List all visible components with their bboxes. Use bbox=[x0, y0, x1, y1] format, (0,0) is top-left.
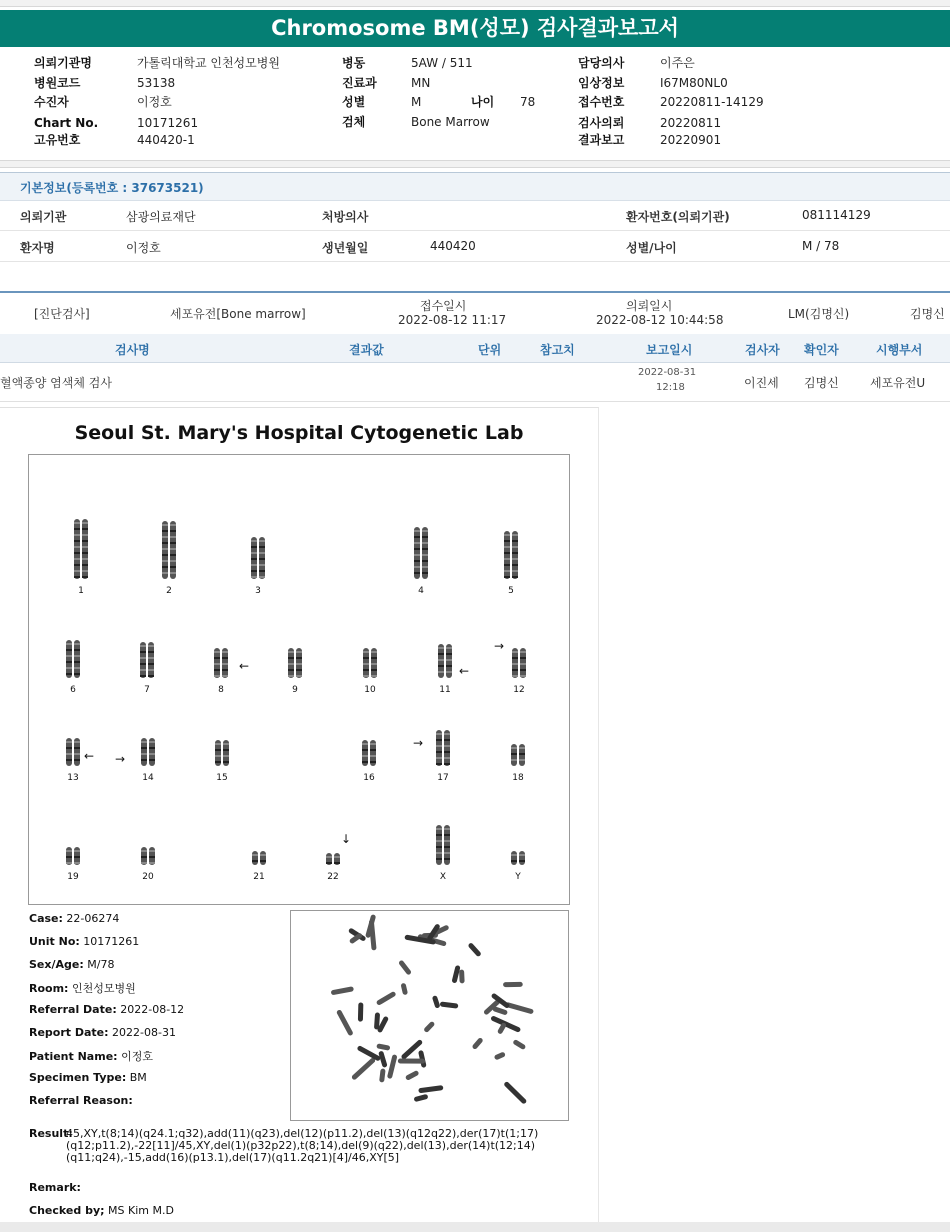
case-label: Case: bbox=[29, 912, 63, 925]
metaphase-chromosome bbox=[413, 1094, 428, 1102]
metaphase-chromosome bbox=[401, 983, 409, 996]
metaphase-chromosome bbox=[503, 1081, 527, 1105]
birth-value: 440420 bbox=[430, 239, 476, 253]
chromosome-label: 22 bbox=[327, 872, 339, 882]
chromosome-16 bbox=[362, 740, 368, 766]
chromosome-13 bbox=[74, 738, 80, 766]
chromosome-X bbox=[436, 825, 442, 865]
chromosome-label: 5 bbox=[508, 586, 514, 596]
chromosome-7 bbox=[140, 642, 146, 678]
header-col2 bbox=[342, 54, 535, 132]
hdr-value: M bbox=[411, 95, 422, 109]
chromosome-label: 6 bbox=[70, 685, 76, 695]
td-checker: 김명신 bbox=[804, 376, 839, 390]
diagnosis-row[interactable] bbox=[0, 291, 950, 335]
arrow-icon: ← bbox=[84, 749, 95, 763]
chromosome-8 bbox=[214, 648, 220, 678]
chromosome-22 bbox=[326, 853, 332, 865]
patient-no-value: 081114129 bbox=[802, 208, 871, 222]
name-value: 이정호 bbox=[126, 241, 161, 255]
unit-info bbox=[29, 935, 139, 948]
hdr-label: 진료과 bbox=[342, 75, 377, 90]
chromosome-label: 3 bbox=[255, 586, 261, 596]
hdr-label: 검사의뢰 bbox=[578, 115, 625, 130]
hdr-label: 병원코드 bbox=[34, 75, 81, 90]
metaphase-chromosome bbox=[387, 1054, 398, 1079]
chromosome-5 bbox=[512, 531, 518, 579]
metaphase-chromosome bbox=[336, 1009, 354, 1036]
hdr-label: 성별 bbox=[342, 95, 366, 109]
specimen-label: Specimen Type: bbox=[29, 1071, 127, 1084]
td-test-name: 혈액종양 염색체 검사 bbox=[0, 376, 112, 390]
chromosome-13 bbox=[66, 738, 72, 766]
chromosome-6 bbox=[74, 640, 80, 678]
metaphase-chromosome bbox=[376, 991, 397, 1006]
chromosome-label: 16 bbox=[363, 773, 375, 783]
reason-info bbox=[29, 1094, 133, 1107]
hdr-value: 5AW / 511 bbox=[411, 56, 473, 70]
hdr-label: 병동 bbox=[342, 56, 366, 70]
room-info bbox=[29, 980, 136, 996]
arrow-icon: ↓ bbox=[341, 832, 352, 846]
referral-label: Referral Date: bbox=[29, 1003, 117, 1016]
specimen-info bbox=[29, 1071, 147, 1084]
remark-info bbox=[29, 1181, 81, 1194]
chromosome-7 bbox=[148, 642, 154, 678]
chromosome-2 bbox=[162, 521, 168, 579]
chromosome-11 bbox=[438, 644, 444, 678]
checked-value: MS Kim M.D bbox=[108, 1204, 174, 1217]
metaphase-chromosome bbox=[440, 1001, 459, 1008]
td-report-time: 12:18 bbox=[656, 382, 685, 393]
metaphase-chromosome bbox=[331, 986, 354, 995]
chromosome-label: Y bbox=[515, 872, 521, 882]
chromosome-20 bbox=[149, 847, 155, 865]
chromosome-label: 15 bbox=[216, 773, 228, 783]
chromosome-12 bbox=[512, 648, 518, 678]
chromosome-Y bbox=[519, 851, 525, 865]
chromosome-label: 21 bbox=[253, 872, 265, 882]
chromosome-19 bbox=[66, 847, 72, 865]
metaphase-chromosome bbox=[471, 1037, 483, 1050]
chromosome-2 bbox=[170, 521, 176, 579]
checked-info bbox=[29, 1204, 174, 1217]
remark-label: Remark: bbox=[29, 1181, 81, 1194]
hdr-value: 이정호 bbox=[137, 95, 172, 109]
chromosome-21 bbox=[252, 851, 258, 865]
hdr-label: 임상정보 bbox=[578, 75, 625, 90]
patient-label: Patient Name: bbox=[29, 1050, 118, 1063]
chromosome-16 bbox=[370, 740, 376, 766]
td-report-date: 2022-08-31 bbox=[638, 367, 697, 378]
chromosome-label: 14 bbox=[142, 773, 154, 783]
unit-value: 10171261 bbox=[83, 935, 140, 948]
metaphase-chromosome bbox=[497, 1022, 507, 1035]
basic-info-header bbox=[0, 172, 950, 201]
age-value: 78 bbox=[520, 95, 536, 109]
hdr-label: 결과보고 bbox=[578, 133, 625, 147]
hdr-value: 440420-1 bbox=[137, 133, 195, 147]
referral-value: 2022-08-12 bbox=[120, 1003, 185, 1016]
th-reference: 참고치 bbox=[540, 343, 575, 357]
metaphase-chromosome bbox=[418, 1085, 443, 1093]
chromosome-4 bbox=[414, 527, 420, 579]
metaphase-chromosome bbox=[405, 1070, 420, 1081]
hdr-label: 검체 bbox=[342, 114, 366, 129]
sexage-value: M/78 bbox=[87, 958, 115, 971]
chromosome-18 bbox=[511, 744, 517, 766]
hdr-value: 이주은 bbox=[660, 56, 695, 70]
hdr-label: 의뢰기관명 bbox=[34, 56, 92, 70]
metaphase-chromosome bbox=[398, 1058, 425, 1063]
org-value: 삼광의료재단 bbox=[126, 210, 196, 224]
referral-info bbox=[29, 1003, 184, 1016]
metaphase-chromosome bbox=[351, 1057, 376, 1081]
doctor-label: 처방의사 bbox=[322, 210, 369, 224]
hdr-label: 수진자 bbox=[34, 95, 69, 109]
th-tester: 검사자 bbox=[745, 343, 780, 357]
hdr-value: MN bbox=[411, 75, 431, 90]
metaphase-image bbox=[290, 910, 569, 1121]
result-value: 45,XY,t(8;14)(q24.1;q32),add(11)(q23),del(12)(p11.2),del(13)(q12q22),der(17)t(1;17)(q12;p11.2),-22[11]/45,XY,del(1)(p32p22),t(8;14),del(9)(q22),del(13),der(14)t(12;14)(q11;q24),-15,add(16)(p13.1),del(17)(q11.2q21)[4]/46,XY[5] bbox=[66, 1127, 539, 1164]
basic-info-heading: 기본정보(등록번호 : 37673521) bbox=[20, 181, 204, 195]
chromosome-11 bbox=[446, 644, 452, 678]
metaphase-chromosome bbox=[467, 942, 481, 957]
age-label: 나이 bbox=[471, 95, 495, 109]
patient-info bbox=[29, 1048, 153, 1064]
report-title: Chromosome BM(성모) 검사결과보고서 bbox=[0, 10, 950, 47]
td-tester: 이진세 bbox=[744, 376, 779, 390]
chromosome-label: 7 bbox=[144, 685, 150, 695]
org-label: 의뢰기관 bbox=[20, 210, 67, 224]
chromosome-label: 19 bbox=[67, 872, 79, 882]
hdr-value: 가톨릭대학교 인천성모병원 bbox=[137, 56, 280, 70]
chromosome-label: 4 bbox=[418, 586, 424, 596]
chromosome-9 bbox=[296, 648, 302, 678]
section-separator bbox=[0, 160, 950, 168]
metaphase-chromosome bbox=[451, 965, 460, 984]
chromosome-17 bbox=[444, 730, 450, 766]
received-label: 접수일시 bbox=[420, 299, 467, 313]
th-result: 결과값 bbox=[349, 343, 384, 357]
karyogram bbox=[28, 454, 570, 905]
chromosome-19 bbox=[74, 847, 80, 865]
case-info bbox=[29, 912, 119, 925]
reportdate-value: 2022-08-31 bbox=[112, 1026, 176, 1039]
chromosome-1 bbox=[74, 519, 80, 579]
td-dept: 세포유전U bbox=[870, 376, 926, 390]
basic-info-row-2 bbox=[0, 231, 950, 262]
requested-value: 2022-08-12 10:44:58 bbox=[596, 313, 724, 327]
chromosome-6 bbox=[66, 640, 72, 678]
basic-info-row-1 bbox=[0, 200, 950, 231]
chromosome-label: 10 bbox=[364, 685, 376, 695]
chromosome-3 bbox=[251, 537, 257, 579]
chromosome-12 bbox=[520, 648, 526, 678]
metaphase-chromosome bbox=[376, 1043, 390, 1050]
chromosome-17 bbox=[436, 730, 442, 766]
chromosome-label: 17 bbox=[437, 773, 449, 783]
th-test-name: 검사명 bbox=[115, 343, 150, 357]
birth-label: 생년월일 bbox=[322, 241, 369, 255]
hdr-label: 접수번호 bbox=[578, 95, 625, 109]
hdr-value: I67M80NL0 bbox=[660, 75, 728, 90]
metaphase-chromosome bbox=[398, 959, 412, 975]
room-value: 인천성모병원 bbox=[71, 982, 136, 995]
checked-label: Checked by; bbox=[29, 1204, 105, 1217]
diag-category: [진단검사] bbox=[34, 307, 90, 321]
chromosome-X bbox=[444, 825, 450, 865]
hdr-value: 20220901 bbox=[660, 133, 722, 147]
arrow-icon: → bbox=[413, 736, 424, 750]
arrow-icon: ← bbox=[239, 659, 250, 673]
th-unit: 단위 bbox=[478, 343, 502, 357]
bottom-strip bbox=[0, 1222, 950, 1232]
hdr-label: 고유번호 bbox=[34, 133, 81, 147]
room-label: Room: bbox=[29, 982, 69, 995]
th-dept: 시행부서 bbox=[876, 343, 923, 357]
sexage-value: M / 78 bbox=[802, 239, 840, 253]
chromosome-14 bbox=[149, 738, 155, 766]
hdr-value: 10171261 bbox=[137, 115, 199, 130]
chromosome-4 bbox=[422, 527, 428, 579]
metaphase-chromosome bbox=[494, 1051, 506, 1060]
chromosome-label: 8 bbox=[218, 685, 224, 695]
metaphase-svg bbox=[291, 911, 568, 1120]
hdr-value: 20220811 bbox=[660, 115, 722, 130]
top-strip bbox=[0, 0, 950, 7]
patient-value: 이정호 bbox=[121, 1050, 153, 1063]
chromosome-label: X bbox=[439, 872, 447, 882]
result-label: Result: bbox=[29, 1127, 73, 1140]
chromosome-9 bbox=[288, 648, 294, 678]
chromosome-label: 18 bbox=[512, 773, 524, 783]
metaphase-chromosome bbox=[503, 982, 523, 987]
lab-title: Seoul St. Mary's Hospital Cytogenetic Lab bbox=[74, 422, 524, 444]
chromosome-Y bbox=[511, 851, 517, 865]
case-value: 22-06274 bbox=[66, 912, 120, 925]
chromosome-22 bbox=[334, 853, 340, 865]
sexage-label: 성별/나이 bbox=[626, 241, 677, 255]
header-col1 bbox=[34, 54, 280, 151]
result-table-header bbox=[0, 334, 950, 363]
chromosome-label: 1 bbox=[78, 586, 84, 596]
patient-no-label: 환자번호(의뢰기관) bbox=[626, 210, 730, 224]
chromosome-label: 20 bbox=[142, 872, 154, 882]
chromosome-label: 13 bbox=[67, 773, 79, 783]
reportdate-info bbox=[29, 1026, 176, 1039]
hdr-value: 53138 bbox=[137, 75, 176, 90]
chromosome-label: 2 bbox=[166, 586, 172, 596]
chromosome-21 bbox=[260, 851, 266, 865]
table-row[interactable] bbox=[0, 363, 950, 402]
metaphase-chromosome bbox=[379, 1068, 386, 1082]
metaphase-chromosome bbox=[459, 969, 465, 983]
metaphase-chromosome bbox=[432, 995, 441, 1009]
chromosome-5 bbox=[504, 531, 510, 579]
requested-label: 의뢰일시 bbox=[626, 299, 673, 313]
metaphase-chromosome bbox=[423, 1021, 435, 1034]
diag-lm: LM(김명신) bbox=[788, 307, 850, 321]
hdr-label: 담당의사 bbox=[578, 56, 625, 70]
reason-label: Referral Reason: bbox=[29, 1094, 133, 1107]
hdr-value: Bone Marrow bbox=[411, 114, 490, 129]
name-label: 환자명 bbox=[20, 241, 55, 255]
chromosome-label: 11 bbox=[439, 685, 451, 695]
hdr-value: 20220811-14129 bbox=[660, 95, 764, 109]
th-checker: 확인자 bbox=[804, 343, 839, 357]
metaphase-chromosome bbox=[512, 1039, 526, 1050]
reportdate-label: Report Date: bbox=[29, 1026, 109, 1039]
chromosome-10 bbox=[363, 648, 369, 678]
specimen-value: BM bbox=[129, 1071, 147, 1084]
diag-reviewer: 김명신 bbox=[910, 307, 945, 321]
unit-label: Unit No: bbox=[29, 935, 80, 948]
chromosome-18 bbox=[519, 744, 525, 766]
arrow-icon: ← bbox=[459, 664, 470, 678]
karyogram-svg bbox=[29, 455, 569, 904]
th-report-date: 보고일시 bbox=[646, 343, 693, 357]
chromosome-15 bbox=[223, 740, 229, 766]
chromosome-8 bbox=[222, 648, 228, 678]
metaphase-chromosome bbox=[505, 1002, 534, 1015]
sexage-info bbox=[29, 958, 114, 971]
karyotype-report bbox=[0, 407, 599, 1223]
diag-dept: 세포유전[Bone marrow] bbox=[170, 307, 306, 321]
received-value: 2022-08-12 11:17 bbox=[398, 313, 507, 327]
header-col3 bbox=[578, 54, 764, 151]
chromosome-label: 9 bbox=[292, 685, 298, 695]
chromosome-15 bbox=[215, 740, 221, 766]
chromosome-3 bbox=[259, 537, 265, 579]
metaphase-chromosome bbox=[358, 1002, 363, 1021]
arrow-icon: → bbox=[115, 752, 126, 766]
sexage-label: Sex/Age: bbox=[29, 958, 84, 971]
arrow-icon: → bbox=[494, 639, 505, 653]
hdr-label: Chart No. bbox=[34, 115, 99, 130]
chromosome-14 bbox=[141, 738, 147, 766]
chromosome-1 bbox=[82, 519, 88, 579]
chromosome-label: 12 bbox=[513, 685, 525, 695]
chromosome-20 bbox=[141, 847, 147, 865]
chromosome-10 bbox=[371, 648, 377, 678]
